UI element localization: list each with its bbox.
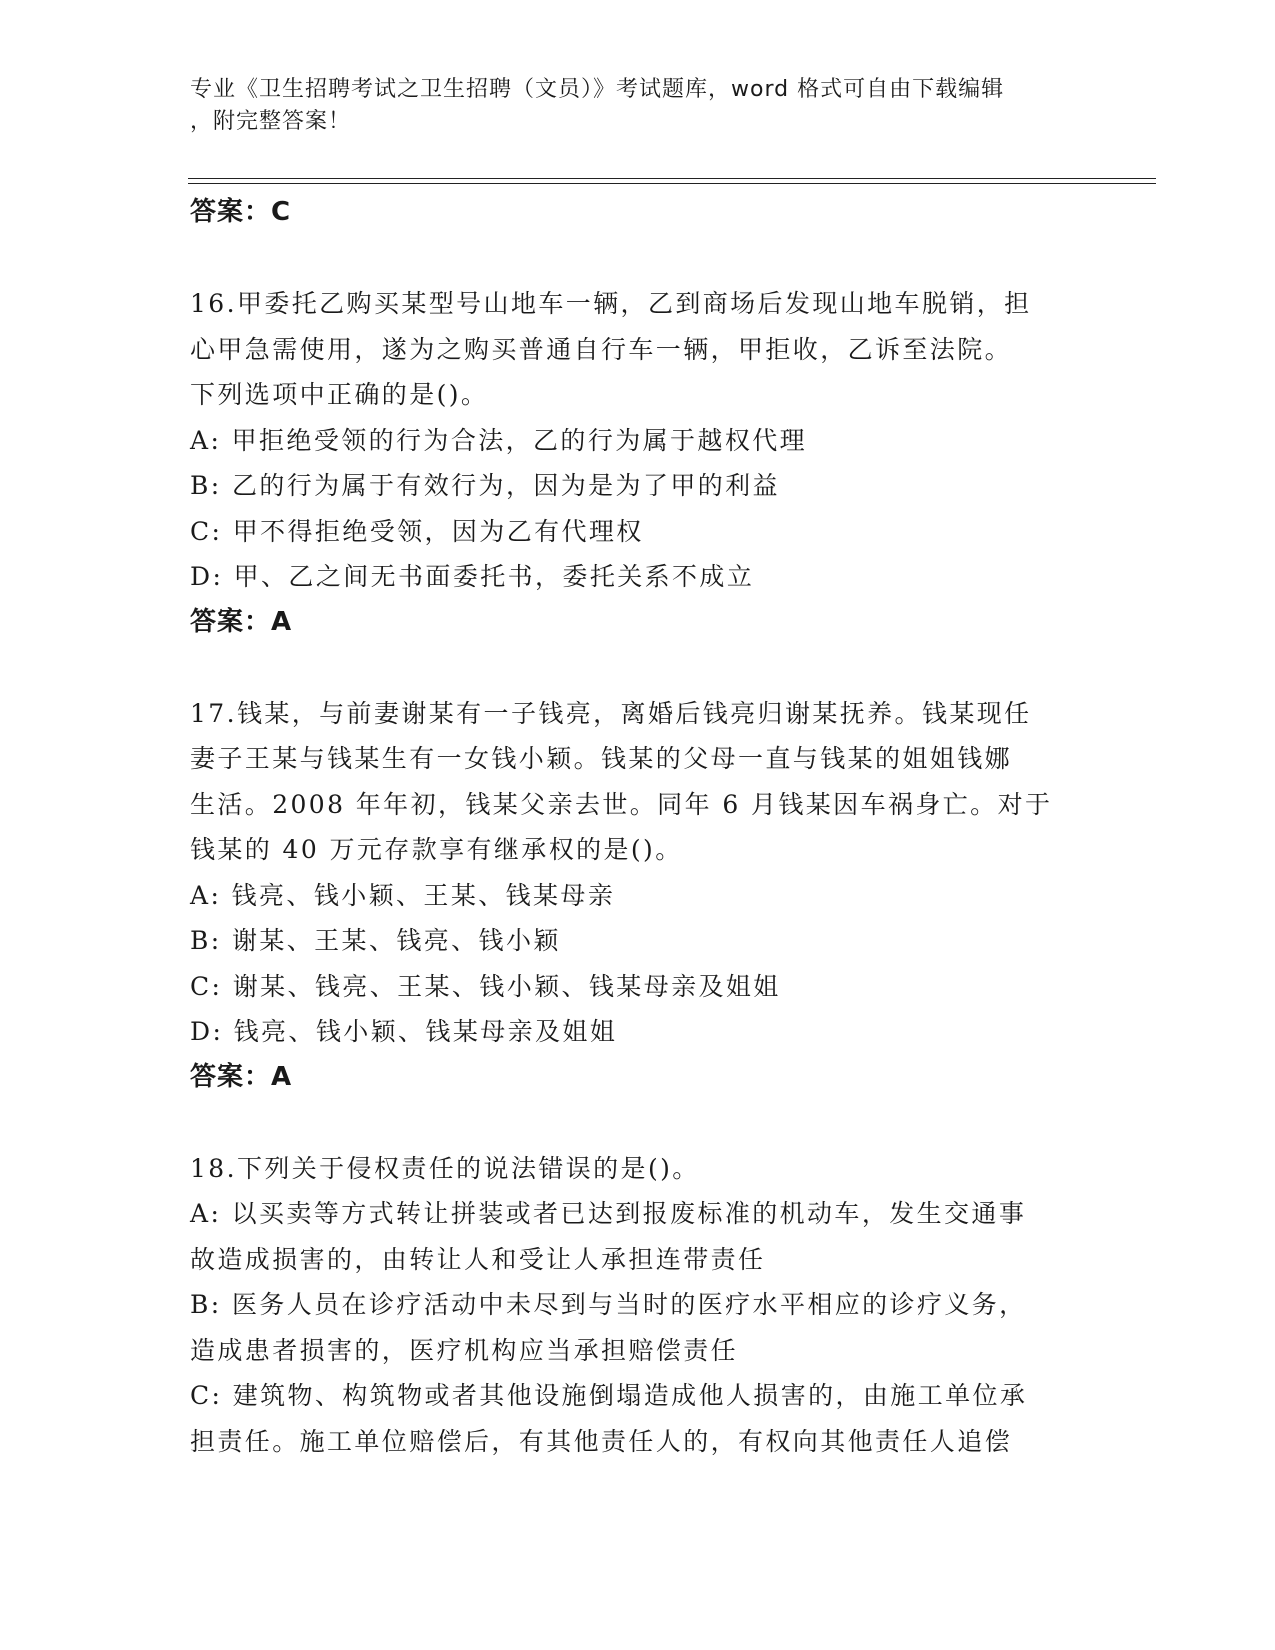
option-c: C: 建筑物、构筑物或者其他设施倒塌造成他人损害的，由施工单位承: [190, 1381, 1028, 1410]
page-header: [190, 74, 1090, 138]
option-d: D: 钱亮、钱小颖、钱某母亲及姐姐: [190, 1017, 618, 1046]
question-text-line: 妻子王某与钱某生有一女钱小颖。钱某的父母一直与钱某的姐姐钱娜: [190, 744, 1013, 773]
question-text-line: 生活。2008 年年初，钱某父亲去世。同年 6 月钱某因车祸身亡。对于: [190, 789, 1053, 819]
option-a: A: 钱亮、钱小颖、王某、钱某母亲: [190, 880, 616, 910]
question-16: [190, 281, 1090, 645]
option-a-continued: 故造成损害的，由转让人和受让人承担连带责任: [190, 1244, 766, 1274]
answer-label: 答案：A: [190, 1061, 293, 1092]
option-b: B: 医务人员在诊疗活动中未尽到与当时的医疗水平相应的诊疗义务，: [190, 1290, 1027, 1319]
question-text-line: 18.下列关于侵权责任的说法错误的是()。: [190, 1153, 700, 1183]
question-text-line: 心甲急需使用，遂为之购买普通自行车一辆，甲拒收，乙诉至法院。: [190, 334, 1013, 364]
option-c: C: 甲不得拒绝受领，因为乙有代理权: [190, 516, 644, 546]
option-b-continued: 造成患者损害的，医疗机构应当承担赔偿责任: [190, 1335, 739, 1365]
question-17: [190, 691, 1090, 1101]
header-divider-second: [188, 183, 1156, 184]
previous-answer: 答案：C: [190, 197, 292, 227]
answer-label: 答案：A: [190, 606, 293, 637]
header-line-1: 专业《卫生招聘考试之卫生招聘（文员）》考试题库，word 格式可自由下载编辑: [190, 77, 1005, 102]
option-a: A: 以买卖等方式转让拼装或者已达到报废标准的机动车，发生交通事: [190, 1199, 1027, 1228]
header-divider: [188, 178, 1156, 179]
option-a: A: 甲拒绝受领的行为合法，乙的行为属于越权代理: [190, 425, 808, 455]
question-content: [190, 190, 1090, 1464]
option-b: B: 乙的行为属于有效行为，因为是为了甲的利益: [190, 471, 780, 500]
question-text-line: 钱某的 40 万元存款享有继承权的是()。: [190, 835, 683, 864]
option-c: C: 谢某、钱亮、王某、钱小颖、钱某母亲及姐姐: [190, 971, 781, 1001]
option-c-continued: 担责任。施工单位赔偿后，有其他责任人的，有权向其他责任人追偿: [190, 1426, 1013, 1456]
option-d: D: 甲、乙之间无书面委托书，委托关系不成立: [190, 562, 755, 591]
question-text-line: 16.甲委托乙购买某型号山地车一辆，乙到商场后发现山地车脱销，担: [190, 289, 1032, 318]
option-b: B: 谢某、王某、钱亮、钱小颖: [190, 926, 561, 955]
question-text-line: 17.钱某，与前妻谢某有一子钱亮，离婚后钱亮归谢某抚养。钱某现任: [190, 698, 1032, 728]
header-line-2: ，附完整答案！: [190, 109, 352, 134]
question-18: [190, 1146, 1090, 1465]
question-text-line: 下列选项中正确的是()。: [190, 380, 489, 409]
